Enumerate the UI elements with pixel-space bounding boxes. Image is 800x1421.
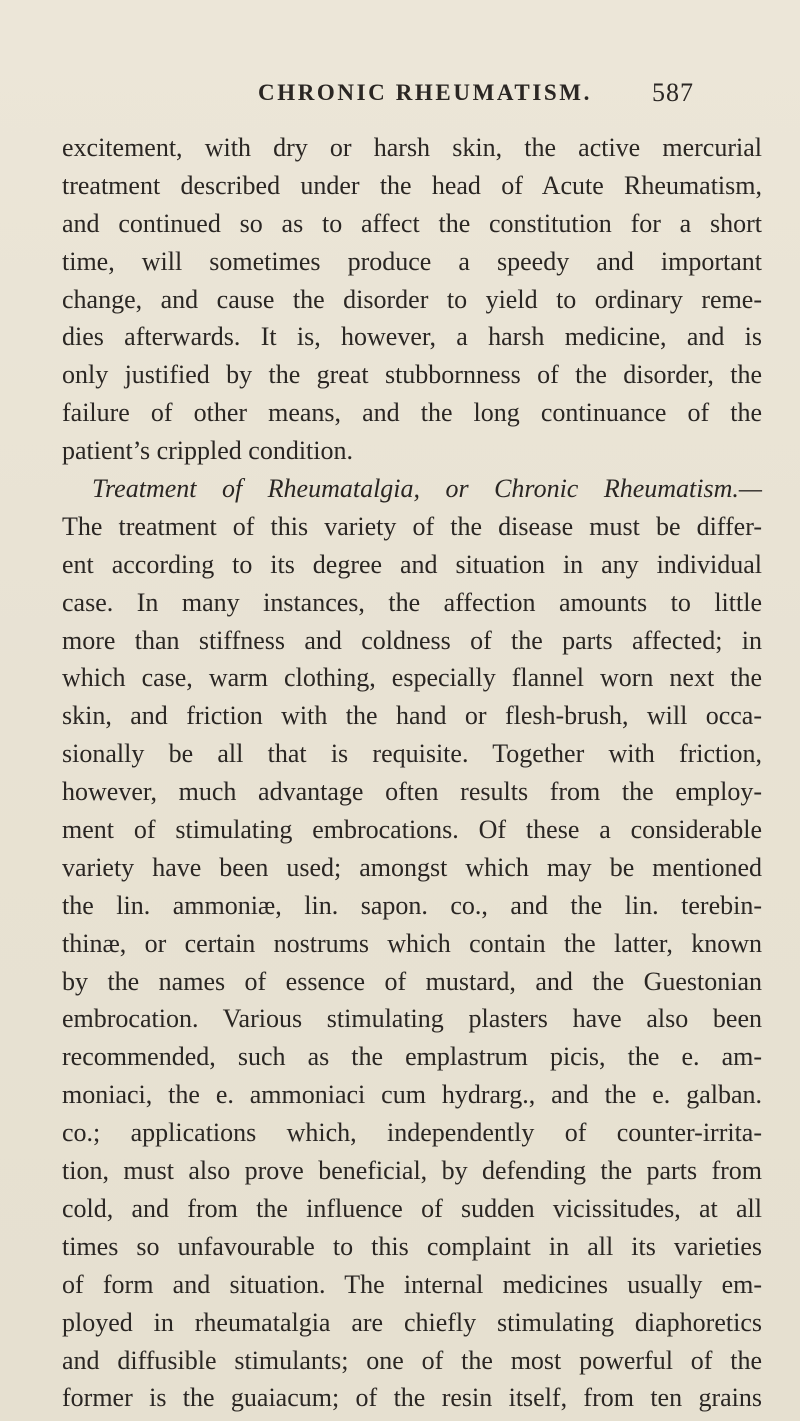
text-line: tion, must also prove beneficial, by defending the parts from — [62, 1156, 762, 1186]
text-line: only justified by the great stubbornness of the disorder, the — [62, 360, 762, 390]
section-heading: Treatment of Rheumatalgia, or Chronic Rheumatism.— — [92, 474, 762, 504]
text-line: recommended, such as the emplastrum picis, the e. am- — [62, 1042, 762, 1072]
text-line: variety have been used; amongst which may be mentioned — [62, 852, 762, 882]
text-line: cold, and from the influence of sudden vicissitudes, at all — [62, 1193, 762, 1223]
text-line: skin, and friction with the hand or flesh-brush, will occa- — [62, 701, 762, 731]
text-line: dies afterwards. It is, however, a harsh medicine, and is — [62, 322, 762, 352]
text-line: and continued so as to affect the constitution for a short — [62, 208, 762, 238]
text-line: times so unfavourable to this complaint in all its varieties — [62, 1231, 762, 1261]
text-line: more than stiffness and coldness of the parts affected; in — [62, 625, 762, 655]
text-line: by the names of essence of mustard, and the Guestonian — [62, 966, 762, 996]
text-line: ent according to its degree and situation in any individual — [62, 549, 762, 579]
text-line: thinæ, or certain nostrums which contain the latter, known — [62, 928, 762, 958]
text-line: which case, warm clothing, especially flannel worn next the — [62, 663, 762, 693]
text-line: ployed in rheumatalgia are chiefly stimulating diaphoretics — [62, 1307, 762, 1337]
text-line: the lin. ammoniæ, lin. sapon. co., and the lin. terebin- — [62, 890, 762, 920]
text-line: time, will sometimes produce a speedy and important — [62, 246, 762, 276]
text-line: co.; applications which, independently of counter-irrita- — [62, 1118, 762, 1148]
text-line: treatment described under the head of Acute Rheumatism, — [62, 170, 762, 200]
text-line: The treatment of this variety of the disease must be differ- — [62, 511, 762, 541]
text-line: embrocation. Various stimulating plasters have also been — [62, 1004, 762, 1034]
page-number: 587 — [652, 78, 694, 107]
text-line: failure of other means, and the long continuance of the — [62, 398, 762, 428]
text-line: sionally be all that is requisite. Together with friction, — [62, 739, 762, 769]
text-line: excitement, with dry or harsh skin, the active mercurial — [62, 133, 762, 162]
text-line: former is the guaiacum; of the resin itself, from ten grains — [62, 1383, 762, 1413]
body-text — [62, 129, 762, 1417]
text-line: ment of stimulating embrocations. Of these a considerable — [62, 815, 762, 845]
text-line: of form and situation. The internal medicines usually em- — [62, 1269, 762, 1299]
running-title: CHRONIC RHEUMATISM. — [258, 80, 592, 105]
text-line: patient’s crippled condition. — [62, 436, 353, 466]
text-line: and diffusible stimulants; one of the most powerful of the — [62, 1345, 762, 1375]
text-line: case. In many instances, the affection amounts to little — [62, 587, 762, 617]
text-line: moniaci, the e. ammoniaci cum hydrarg., and the e. galban. — [62, 1080, 762, 1110]
text-line: however, much advantage often results from the employ- — [62, 777, 762, 807]
running-head — [0, 80, 800, 110]
text-line: change, and cause the disorder to yield to ordinary reme- — [62, 284, 762, 314]
